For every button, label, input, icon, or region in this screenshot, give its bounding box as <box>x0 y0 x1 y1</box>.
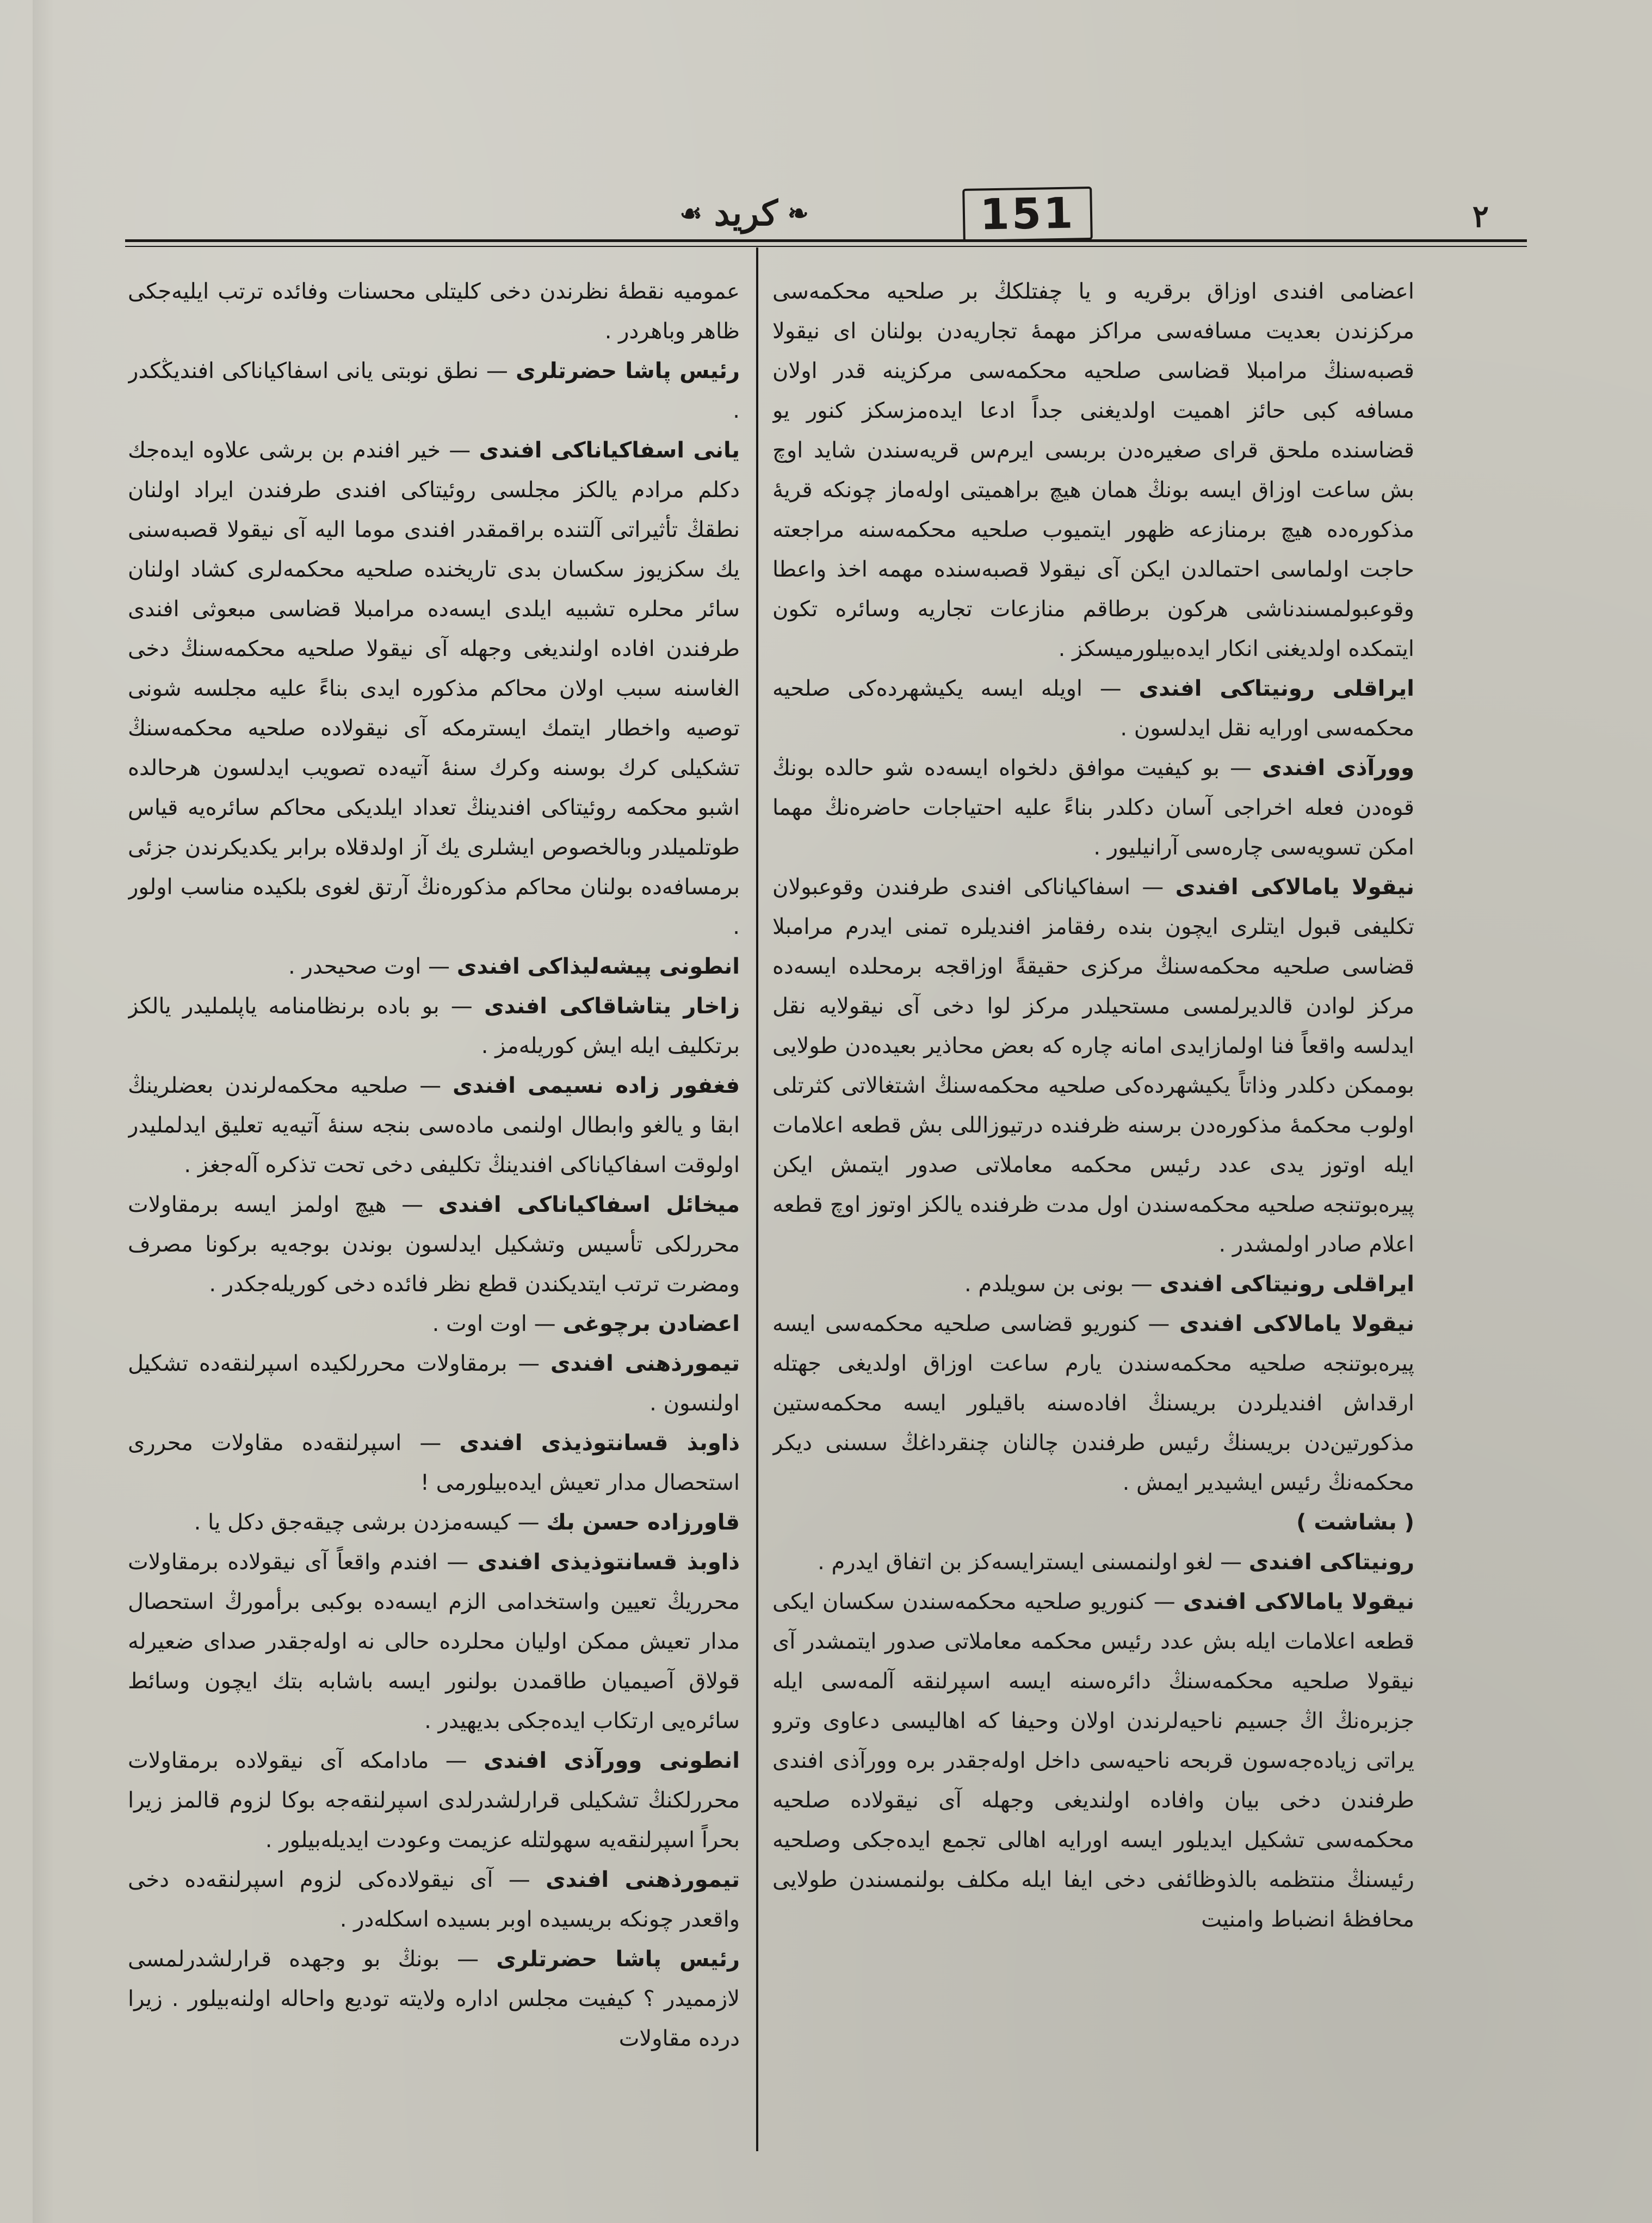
paragraph-text: — برمقاولات محررلکیده اسپرلنقه‌ده تشکیل اولنسون . <box>128 1351 740 1416</box>
paragraph-text: — کیسه‌مزدن برشی چیقه‌جق دکل یا . <box>194 1510 540 1535</box>
paragraph-text: — نطق نوبتی یانی اسفاکیاناکی افندیڭکدر . <box>128 358 740 423</box>
speaker-name: ایراقلی رونیتاکی افندی <box>1139 676 1414 701</box>
column-divider <box>756 247 758 2151</box>
paragraph <box>128 1066 740 1185</box>
paragraph-text: — اوت صحیحدر . <box>288 954 450 979</box>
paragraph <box>128 1304 740 1344</box>
page-number: ٢ <box>1472 199 1489 234</box>
speaker-name: یانی اسفاکیاناکی افندی <box>479 438 740 463</box>
speaker-name: اعضادن برچوغی <box>562 1311 740 1336</box>
speaker-name: قاورزاده حسن بك <box>546 1510 740 1535</box>
speaker-name: زاخار یتاشاقاکی افندی <box>484 994 740 1019</box>
paragraph <box>772 272 1414 669</box>
header-rule <box>125 239 1527 242</box>
paragraph <box>128 1543 740 1741</box>
paragraph-text: — لغو اولنمسنی ایسترایسه‌کز بن اتفاق ایدرم . <box>818 1550 1242 1575</box>
paragraph <box>772 1543 1414 1582</box>
paragraph <box>772 1265 1414 1304</box>
header-rule-thin <box>125 246 1527 247</box>
paragraph-text: — صلحیه محکمه‌لرندن بعضلرینڭ ابقا و یالغو وابطال اولنمی ماده‌سی بنجه سنهٔ آتیه‌یه تعلیق ایدلملیدر اولوقت اسفاکیاناکی افندینڭ تکلیفی دخی تحت تذکره آله‌جغز . <box>128 1073 740 1178</box>
speaker-name: انطونی پیشه‌لیذاکی افندی <box>456 954 740 979</box>
speaker-name: رئیس پاشا حضرتلری <box>516 358 740 383</box>
speaker-name: انطونی وورآذی افندی <box>484 1748 740 1773</box>
ornament-right-icon: ☙ <box>679 199 704 228</box>
paragraph-text: — مادامکه آی نیقولاده برمقاولات محررلکنڭ تشکیلی قرارلشدرلدی اسپرلنقه‌جه بوکا لزوم قالمز زیرا بحراً اسپرلنقه‌یه سهولتله عزیمت وعودت ایدیله‌بیلور . <box>128 1748 740 1853</box>
paragraph-text: — اسفاکیاناکی افندی طرفندن وقوعبولان تکلیفی قبول ایتلری ایچون بنده رفقامز افندیلره تمنی ایدرم مرامبلا قضاسی صلحیه محکمه‌سنڭ مرکزی حقیقةً اوزاقجه برمحلده ایسه‌ده مرکز لوادن قالدیرلمسی مستحیلدر مرکز لوا دخی آی نیقولایه نقل ایدلسه واقعاً فنا اولمازایدی امانه چاره که بعض محاذیر بعیده‌دن طولایی بوممکن دکلدر وذاتاً یکیشهرده‌کی صلحیه محکمه‌سنڭ اشتغالاتی‌ کثرتلی اولوب محکمهٔ مذکوره‌دن برسنه ظرفنده درتیوزاللی بش قطعه اعلامات ایله اوتوز یدی عدد رئیس محکمه معاملاتی صدور ایتمش ایکن پیره‌بوتنجه صلحیه محکمه‌سندن اول مدت ظرفنده یالکز اوتوز اوچ قطعه اعلام صادر اولمشدر . <box>772 875 1414 1257</box>
paragraph <box>128 1503 740 1543</box>
masthead-title: کرید <box>714 193 778 234</box>
paragraph-text: — بونڭ بو وجهده قرارلشدرلمسی لازممیدر ؟ کیفیت مجلس اداره ولایته تودیع واحاله اولنه‌بیلور . زیرا درده مقاولات <box>128 1947 740 2051</box>
speaker-name: رونیتاکی افندی <box>1248 1550 1414 1575</box>
paragraph-text: — کنوریو قضاسی صلحیه محکمه‌سی ایسه پیره‌بوتنجه صلحیه محکمه‌سندن یارم ساعت اوزاق اولدیغی جهتله ارقداش افندیلردن بریسنڭ افاده‌سنه باقیلور ایسه محکمه‌ستین مذکورتین‌دن بریسنڭ رئیس طرفندن چالنان چنقرداغڭ سسنی دیکر محکمه‌نڭ رئیس ایشیدیر ایمش . <box>772 1311 1414 1495</box>
speaker-name: ایراقلی رونیتاکی افندی <box>1159 1272 1414 1297</box>
paragraph-text: — کنوریو صلحیه محکمه‌سندن سکسان ایکی قطعه اعلامات ایله بش عدد رئیس محکمه معاملاتی صدور ایتمشدر آی نیقولا صلحیه محکمه‌سنڭ دائره‌سنه ایسه اسپرلنقه آلمه‌سی ایله جزبرەنڭ اڭ جسیم ناحیه‌لرندن اولان وحیفا که اهالیسی دعاوی وترو یراتی زیاده‌جه‌سون قربحه ناحیه‌سی داخل اوله‌جقدر بره وورآذی افندی طرفندن دخی بیان وافاده اولندیغی وجهله آی نیقولاده صلحیه محکمه‌سی تشکیل ایدیلور ایسه اورایه اهالی تجمع ایده‌جکی وصلحیه رئیسنڭ منتظمه بالذوظائفی دخی ایفا ایله مکلف بولنمسندن طولایی محافظهٔ انضباط وامنیت <box>772 1589 1414 1932</box>
paragraph-text: — بو کیفیت موافق دلخواه ایسه‌ده شو حالده بونڭ قوه‌دن فعله اخراجی آسان دکلدر بناءً علیه احتیاجات حاضره‌نڭ مهما امکن تسویه‌سی چاره‌سی آرانیلیور . <box>772 756 1414 860</box>
paragraph <box>128 987 740 1066</box>
section-heading: ( بشاشت ) <box>1296 1510 1414 1535</box>
speaker-name: ذاوبذ قسانتوذیذی افندی <box>477 1550 740 1575</box>
paragraph <box>772 669 1414 748</box>
paragraph <box>128 351 740 431</box>
paragraph <box>128 1860 740 1940</box>
page-fold-shadow <box>33 0 54 2223</box>
paragraph <box>128 431 740 947</box>
paragraph-text: — اسپرلنقه‌ده مقاولات محرری استحصال مدار تعیش ایده‌بیلورمی ! <box>128 1431 740 1495</box>
paragraph <box>772 1304 1414 1503</box>
speaker-name: نیقولا یامالاکی افندی <box>1175 875 1414 900</box>
archive-page-number-stamp: 151 <box>962 187 1093 242</box>
paragraph <box>128 1940 740 2059</box>
paragraph-text: — خیر افندم بن برشی علاوه ایده‌جك دکلم مرادم یالکز مجلسی روئیتاکی افندی طرفندن ایراد اولنان نطقڭ تأثیراتی آلتنده براقمقدر افندی موما الیه آی نیقولا قصبه‌سنی یك سکزیوز سکسان بدی تاریخنده صلحیه محکمه‌لری کشاد اولنان سائر محلره تشبیه ایلدی ایسه‌ده مرامبلا قضاسی مبعوثی افندی طرفندن افاده اولندیغی وجهله آی نیقولا صلحیه محکمه‌سنڭ دخی الغاسنه سبب اولان محاکم مذکوره ایدی بناءً علیه مجلسه شونی توصیه واخطار ایتمك ایسترمکه آی نیقولاده صلحیه محکمه‌سنڭ تشکیلی کرك بوسنه وکرك سنهٔ آتیه‌ده تصویب ایدلسون هرحالده اشبو محکمه روئیتاکی افندینڭ تعداد ایلدیکی محاکم سائره‌یه قیاس طوتلمیلدر وبالخصوص ایشلری یك آز اولدقلاه برابر یکدیکرندن جزئی برمسافه‌ده بولنان محاکم مذکوره‌نڭ آرتق لغوی بلکیده مناسب اولور . <box>128 438 740 939</box>
paragraph <box>772 1582 1414 1940</box>
speaker-name: وورآذی افندی <box>1262 756 1414 781</box>
speaker-name: تیمورذهنی افندی <box>546 1867 740 1892</box>
paragraph <box>128 1344 740 1423</box>
paragraph <box>128 947 740 987</box>
paragraph-text: — بو باده برنظامنامه یاپلملیدر یالکز برتکلیف ایله ایش کوریله‌مز . <box>128 994 740 1058</box>
ornament-left-icon: ❧ <box>787 199 811 228</box>
paragraph <box>128 272 740 351</box>
paragraph-text: — اوت اوت . <box>432 1311 556 1336</box>
paragraph <box>128 1741 740 1860</box>
paragraph <box>772 748 1414 868</box>
column-right <box>772 272 1414 2143</box>
paragraph-text: عمومیه نقطهٔ نظرندن دخی کلیتلی محسنات وفائده ترتب ایلیه‌جکی ظاهر وباهردر . <box>128 279 740 344</box>
paragraph-text: — هیچ اولمز ایسه برمقاولات محررلکی تأسیس وتشکیل ایدلسون بوندن بوجه‌یه برکونا مصرف ومضرت ترتب ایتدیکندن قطع نظر فائده دخی کوریله‌جکدر . <box>128 1192 740 1297</box>
paragraph-text: — افندم واقعاً آی نیقولاده برمقاولات محرریڭ تعیین واستخدامی الزم ایسه‌ده بوکبی برأمورڭ استحصال مدار تعیش ممکن اولیان محلرده حالی نه اوله‌جقدر صدای ضعیرله قولاق آصیمیان طاقمدن بولنور ایسه باشابه بتك ایچون وسائط سائره‌یی ارتکاب ایده‌جکی بدیهیدر . <box>128 1550 740 1733</box>
speaker-name: رئیس پاشا حضرتلری <box>496 1947 740 1972</box>
paragraph-text: — بونی بن سویلدم . <box>964 1272 1153 1297</box>
paragraph <box>128 1185 740 1304</box>
paragraph <box>128 1423 740 1503</box>
paragraph-text: اعضامی افندی اوزاق برقریه و یا چفتلکڭ بر صلحیه محکمه‌سی مرکزندن بعدیت مسافه‌سی مراکز مهمهٔ تجاریه‌دن بولنان ای نیقولا قصبه‌سنڭ مرامبلا قضاسی صلحیه محکمه‌سی مرکزینه قدر اولان مسافه کبی حائز اهمیت اولدیغنی جداً ادعا ایده‌مزسکز کنور یو قضاسنده ملحق قرای صغیره‌دن بربسی ایرم‌س قریه‌سندن شاید اوچ بش ساعت اوزاق ایسه بونڭ همان هیچ براهمیتی اوله‌ماز چونکه قریهٔ مذکوره‌ده هیچ برمنازعه ظهور ایتمیوب صلحیه محکمه‌سنه مراجعته حاجت اولماسی احتمالدن ایکن آی نیقولا قصبه‌سنده مهمه اخذ واعطا وقوعبولمسندناشی هرکون برطاقم منازعات تجاریه وسائره تکون ایتمکده اولدیغنی انکار ایده‌بیلورمیسکز . <box>772 279 1414 661</box>
speaker-name: ذاوبذ قسانتوذیذی افندی <box>459 1431 740 1456</box>
paragraph-text: — آی نیقولاده‌کی لزوم اسپرلنقه‌ده دخی واقعدر چونکه بریسیده اوبر بسیده اسکله‌در . <box>128 1867 740 1932</box>
speaker-name: نیقولا یامالاکی افندی <box>1183 1589 1414 1614</box>
speaker-name: نیقولا یامالاکی افندی <box>1179 1311 1414 1336</box>
speaker-name: تیمورذهنی افندی <box>550 1351 740 1376</box>
paragraph-text: — اویله ایسه یکیشهرده‌کی صلحیه محکمه‌سی اورایه نقل ایدلسون . <box>772 676 1414 741</box>
speaker-name: میخائل اسفاکیاناکی افندی <box>438 1192 740 1217</box>
masthead <box>647 191 843 235</box>
speaker-name: فغفور زاده نسیمی افندی <box>452 1073 740 1098</box>
column-left <box>128 272 740 2143</box>
paragraph <box>772 868 1414 1265</box>
